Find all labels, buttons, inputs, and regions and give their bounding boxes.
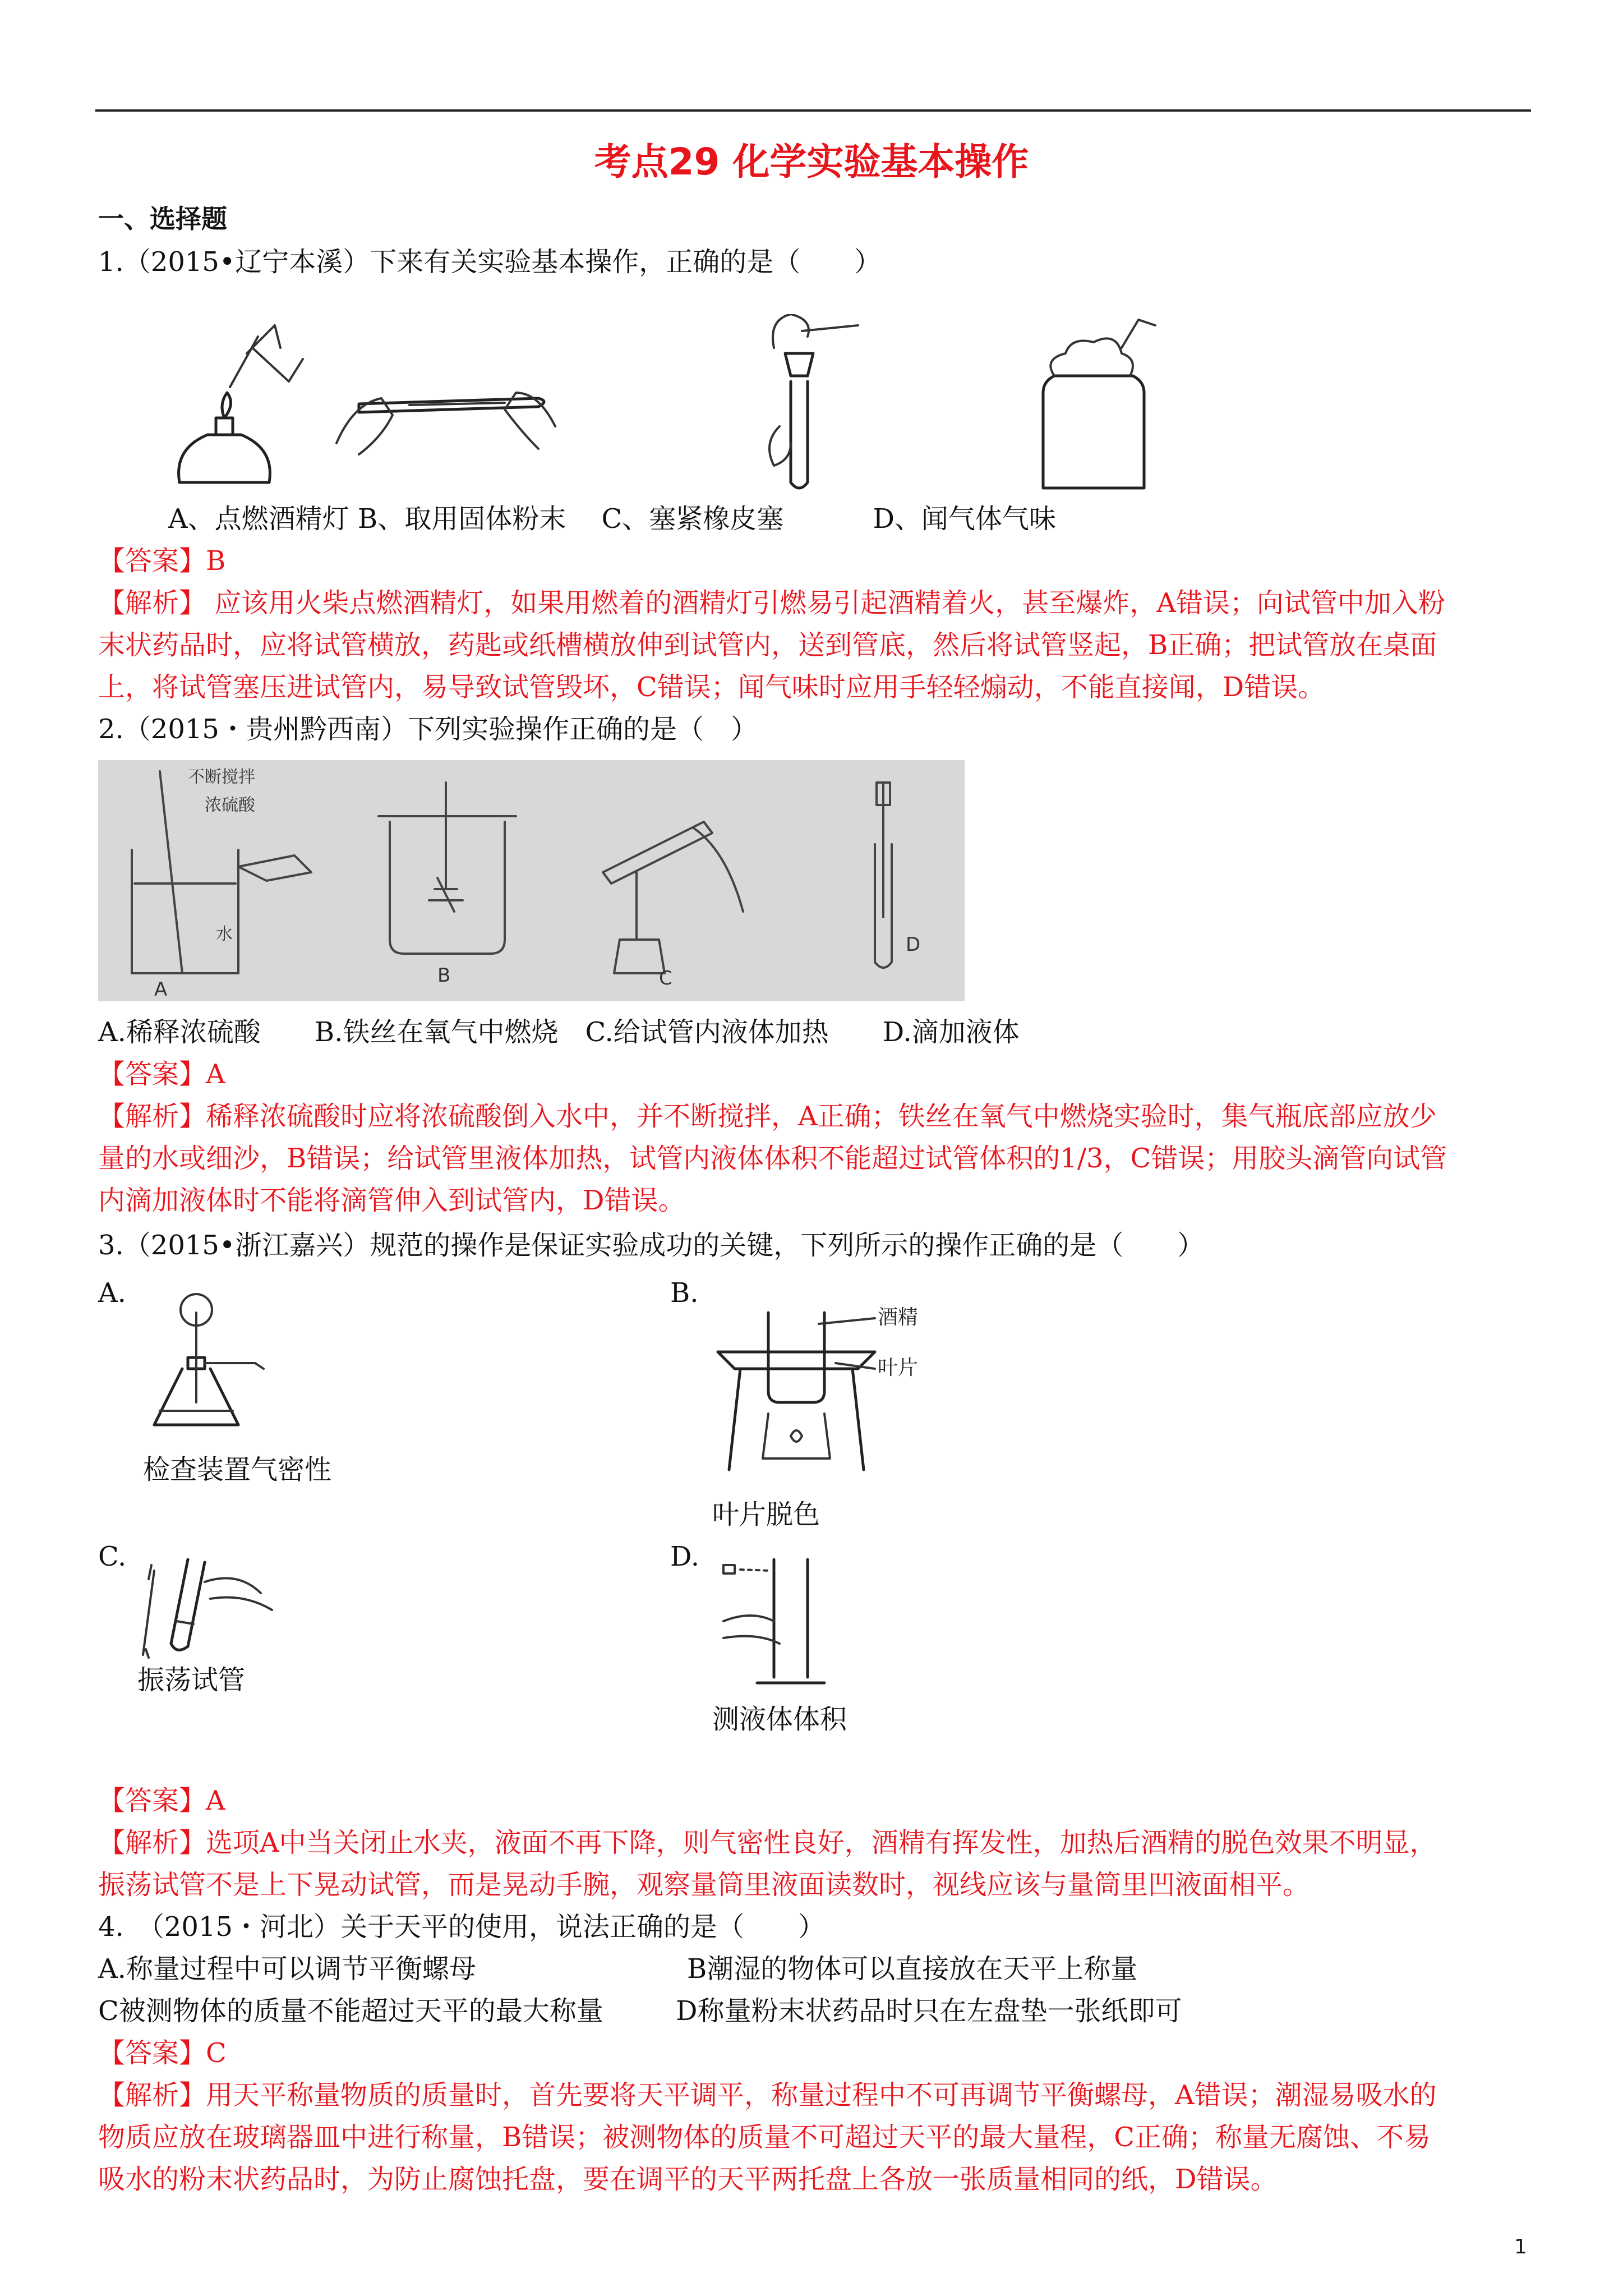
q3-option-c-label: C. bbox=[98, 1541, 127, 1572]
q2-figure-d-dropper bbox=[875, 783, 920, 968]
q4-analysis-line-2: 物质应放在玻璃器皿中进行称量，B错误；被测物体的质量不可超过天平的最大量程，C正确；称量无腐蚀、不易 bbox=[98, 2122, 1431, 2153]
q2-figure-a-dilution bbox=[132, 767, 311, 1001]
q1-figure-b-powder-tube bbox=[336, 393, 555, 454]
q3-figure-a-airtightness bbox=[143, 1290, 272, 1430]
q2-figure-label-d: D bbox=[906, 933, 921, 956]
q1-figure-d-gas-jar bbox=[1043, 320, 1155, 488]
q4-stem: 4. （2015・河北）关于天平的使用，说法正确的是（ ） bbox=[98, 1911, 825, 1943]
q2-options: A.稀释浓硫酸 B.铁丝在氧气中燃烧 C.给试管内液体加热 D.滴加液体 bbox=[98, 1016, 1020, 1048]
q3-figure-d-cylinder bbox=[712, 1548, 880, 1694]
q1-options: A、点燃酒精灯 B、取用固体粉末 C、塞紧橡皮塞 D、闻气体气味 bbox=[168, 503, 1056, 535]
q2-figure-label-a: A bbox=[154, 978, 168, 1001]
q1-analysis-line-3: 上，将试管塞压进试管内，易导致试管毁坏，C错误；闻气味时应用手轻轻煽动，不能直接闻，D错误。 bbox=[98, 671, 1325, 703]
q1-stem: 1.（2015•辽宁本溪）下来有关实验基本操作，正确的是（ ） bbox=[98, 246, 882, 278]
q4-analysis-line-1: 【解析】用天平称量物质的质量时，首先要将天平调平，称量过程中不可再调节平衡螺母，A错误；潮湿易吸水的 bbox=[98, 2079, 1437, 2111]
q3-option-a-label: A. bbox=[98, 1277, 126, 1309]
q3-caption-d: 测液体体积 bbox=[712, 1704, 847, 1735]
section-heading: 一、选择题 bbox=[98, 204, 227, 234]
q3-caption-b: 叶片脱色 bbox=[712, 1499, 820, 1530]
q2-figure-label-stir: 不断搅拌 bbox=[188, 767, 255, 787]
q2-figure-label-acid: 浓硫酸 bbox=[205, 795, 255, 815]
q4-option-c: C被测物体的质量不能超过天平的最大称量 bbox=[98, 1995, 603, 2027]
q2-answer: 【答案】A bbox=[98, 1059, 225, 1090]
q2-figure-b-iron-combustion bbox=[379, 783, 516, 987]
q4-option-d: D称量粉末状药品时只在左盘垫一张纸即可 bbox=[676, 1995, 1182, 2027]
page-title: 考点29 化学实验基本操作 bbox=[594, 140, 1029, 183]
q3-analysis-line-1: 【解析】选项A中当关闭止水夹，液面不再下降，则气密性良好，酒精有挥发性，加热后酒精的脱色效果不明显， bbox=[98, 1827, 1437, 1858]
q3-figure-c-shake-tube bbox=[137, 1548, 294, 1660]
q2-stem: 2.（2015・贵州黔西南）下列实验操作正确的是（ ） bbox=[98, 714, 758, 745]
q4-answer: 【答案】C bbox=[98, 2037, 227, 2069]
q4-option-b: B潮湿的物体可以直接放在天平上称量 bbox=[687, 1953, 1138, 1985]
q3-answer: 【答案】A bbox=[98, 1785, 225, 1816]
page-number: 1 bbox=[1514, 2235, 1527, 2258]
q2-figure-label-c: C bbox=[659, 967, 672, 990]
q3-figure-b-label-leaf: 叶片 bbox=[878, 1356, 919, 1379]
q4-analysis-line-3: 吸水的粉末状药品时，为防止腐蚀托盘，要在调平的天平两托盘上各放一张质量相同的纸，D错误。 bbox=[98, 2164, 1278, 2195]
q1-analysis-line-2: 末状药品时，应将试管横放，药匙或纸槽横放伸到试管内，送到管底，然后将试管竖起，B正确；把试管放在桌面 bbox=[98, 629, 1437, 661]
q3-option-b-label: B. bbox=[670, 1277, 699, 1309]
q2-figure-label-water: 水 bbox=[216, 924, 233, 944]
header-rule bbox=[95, 109, 1531, 112]
q1-figure-a-alcohol-lamp bbox=[179, 325, 303, 482]
q1-figure bbox=[168, 314, 1189, 499]
q3-stem: 3.（2015•浙江嘉兴）规范的操作是保证实验成功的关键，下列所示的操作正确的是（ ） bbox=[98, 1230, 1205, 1261]
q3-analysis-line-2: 振荡试管不是上下晃动试管，而是晃动手腕，观察量筒里液面读数时，视线应该与量筒里凹液面相平。 bbox=[98, 1869, 1310, 1901]
q4-option-a: A.称量过程中可以调节平衡螺母 bbox=[98, 1953, 476, 1985]
q2-figure-c-heating bbox=[603, 822, 743, 990]
q3-option-d-label: D. bbox=[670, 1541, 700, 1572]
q1-analysis-line-1: 【解析】 应该用火柴点燃酒精灯，如果用燃着的酒精灯引燃易引起酒精着火，甚至爆炸，A错误；向试管中加入粉 bbox=[98, 587, 1445, 619]
q2-analysis-line-1: 【解析】稀释浓硫酸时应将浓硫酸倒入水中，并不断搅拌，A正确；铁丝在氧气中燃烧实验时，集气瓶底部应放少 bbox=[98, 1101, 1437, 1132]
q3-caption-c: 振荡试管 bbox=[137, 1664, 246, 1696]
q2-figure-label-b: B bbox=[437, 964, 451, 987]
q1-figure-c-stopper bbox=[769, 314, 858, 488]
q2-figure bbox=[98, 760, 965, 1001]
q3-caption-a: 检查装置气密性 bbox=[143, 1454, 332, 1485]
q2-analysis-line-3: 内滴加液体时不能将滴管伸入到试管内，D错误。 bbox=[98, 1185, 685, 1216]
q3-figure-b-leaf-decolor bbox=[707, 1290, 953, 1481]
q1-answer: 【答案】B bbox=[98, 545, 226, 577]
q3-figure-b-label-alcohol: 酒精 bbox=[878, 1306, 919, 1329]
q2-analysis-line-2: 量的水或细沙，B错误；给试管里液体加热，试管内液体体积不能超过试管体积的1/3，C错误；用胶头滴管向试管 bbox=[98, 1143, 1447, 1174]
